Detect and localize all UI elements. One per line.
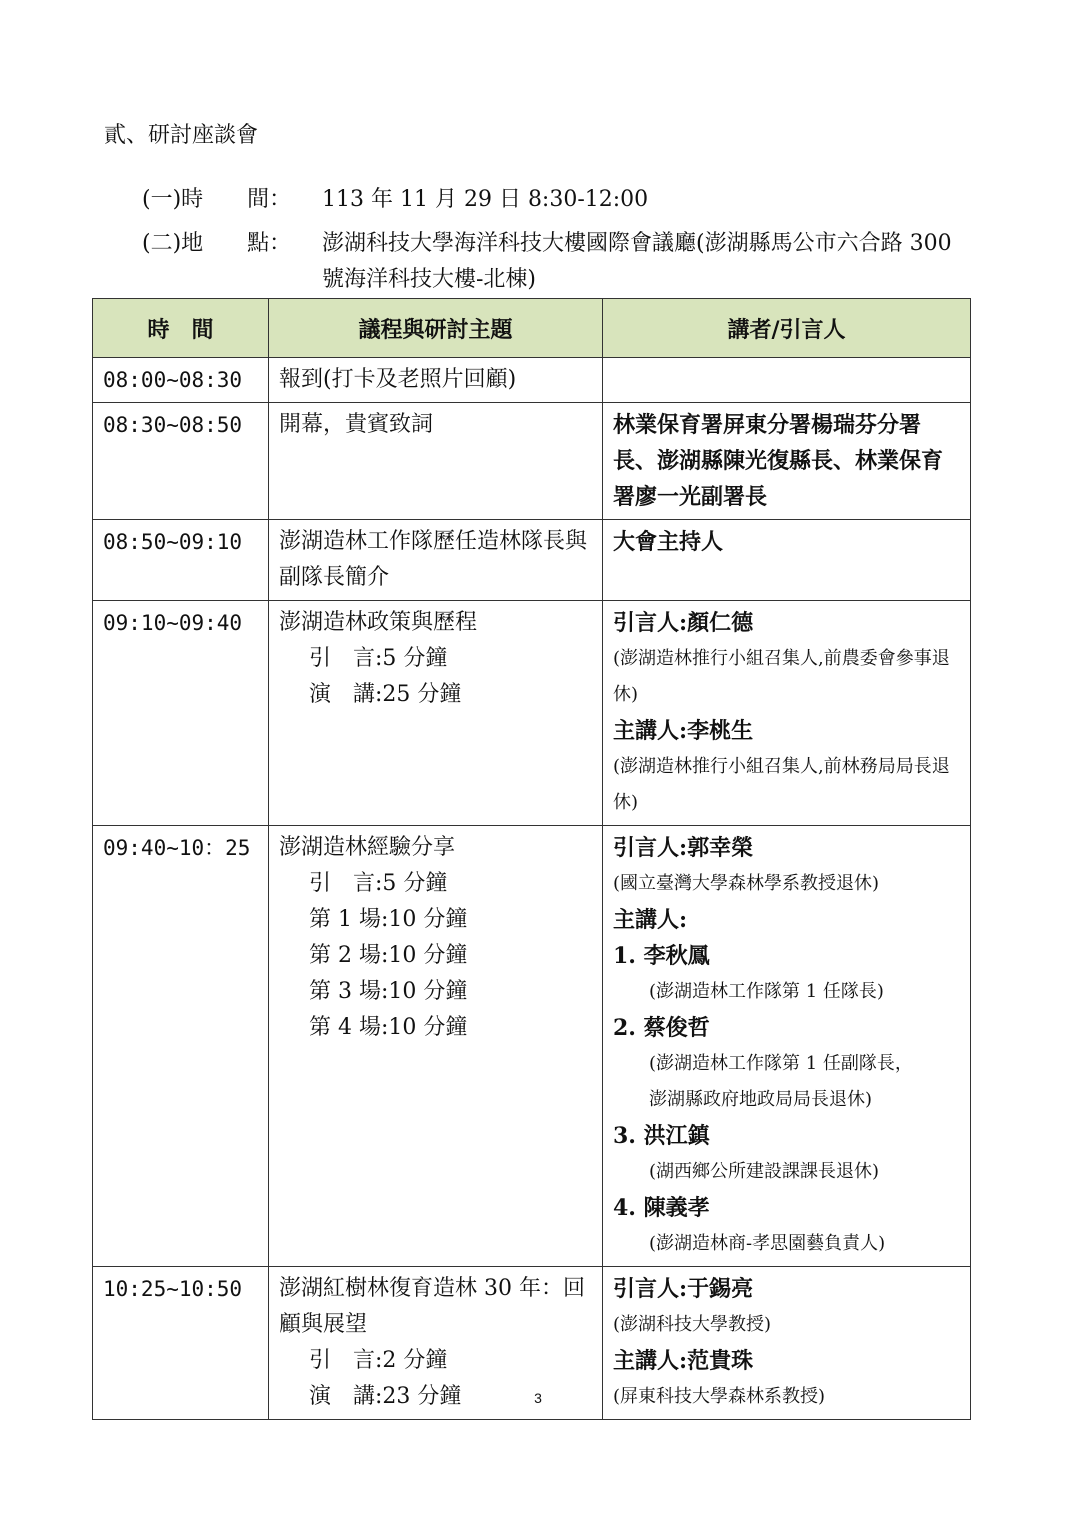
table-row	[93, 358, 971, 403]
topic-title: 澎湖造林經驗分享	[279, 835, 456, 860]
topic-cell	[269, 520, 603, 601]
speaker-name: 主講人:	[613, 907, 688, 933]
time-label: (一)時 間：	[142, 187, 292, 212]
table-header-row	[93, 299, 971, 358]
topic-cell	[269, 358, 603, 403]
table-row	[93, 520, 971, 601]
agenda-table	[92, 298, 971, 1420]
speakers-cell	[603, 358, 971, 403]
speaker-affiliation: (澎湖造林商-孝思園藝負責人)	[649, 1233, 886, 1254]
time-cell: 10:25~10:50	[93, 1267, 269, 1420]
speaker-name: 引言人:于錫亮	[613, 1276, 754, 1302]
time-info	[142, 182, 648, 218]
time-cell: 09:40~10：25	[93, 826, 269, 1267]
topic-detail: 第 2 場:10 分鐘	[309, 943, 468, 968]
speaker-name: 引言人:顏仁德	[613, 610, 754, 636]
speaker-name: 主講人:李桃生	[613, 718, 754, 744]
topic-title: 澎湖造林工作隊歷任造林隊長與副隊長簡介	[279, 529, 588, 590]
topic-cell	[269, 403, 603, 520]
topic-title: 澎湖造林政策與歷程	[279, 610, 478, 635]
time-cell: 08:00~08:30	[93, 358, 269, 403]
section-heading: 貳、研討座談會	[104, 123, 259, 148]
speaker-affiliation: (湖西鄉公所建設課課長退休)	[649, 1161, 880, 1182]
speakers-cell	[603, 403, 971, 520]
speaker-name: 引言人:郭幸榮	[613, 835, 754, 861]
speakers-cell	[603, 826, 971, 1267]
time-cell: 08:30~08:50	[93, 403, 269, 520]
speaker-affiliation: (澎湖造林工作隊第 1 任副隊長，	[649, 1053, 913, 1074]
topic-detail: 第 4 場:10 分鐘	[309, 1015, 468, 1040]
speaker-affiliation: (澎湖造林工作隊第 1 任隊長)	[649, 981, 884, 1002]
speaker-affiliation: (屏東科技大學森林系教授)	[613, 1386, 826, 1407]
speaker-affiliation: (澎湖造林推行小組召集人,前林務局局長退休)	[613, 756, 950, 813]
speaker-affiliation: 澎湖縣政府地政局局長退休)	[649, 1089, 873, 1110]
topic-title: 開幕，貴賓致詞	[279, 412, 434, 437]
speaker-name: 4. 陳義孝	[613, 1195, 710, 1221]
table-row	[93, 826, 971, 1267]
table-row	[93, 601, 971, 826]
speaker-name: 1. 李秋鳳	[613, 943, 710, 969]
speaker-name: 林業保育署屏東分署楊瑞芬分署長、澎湖縣陳光復縣長、林業保育署廖一光副署長	[613, 412, 944, 510]
speakers-cell	[603, 520, 971, 601]
topic-detail: 第 1 場:10 分鐘	[309, 907, 468, 932]
topic-cell	[269, 601, 603, 826]
topic-detail: 引 言:2 分鐘	[309, 1348, 448, 1373]
time-cell: 09:10~09:40	[93, 601, 269, 826]
topic-detail: 引 言:5 分鐘	[309, 871, 448, 896]
speaker-name: 大會主持人	[613, 529, 724, 555]
topic-cell	[269, 826, 603, 1267]
header-topic: 議程與研討主題	[269, 299, 603, 358]
header-time: 時 間	[93, 299, 269, 358]
time-value: 113 年 11 月 29 日 8:30-12:00	[322, 187, 649, 212]
place-value: 澎湖科技大學海洋科技大樓國際會議廳(澎湖縣馬公市六合路 300 號海洋科技大樓-北棟)	[322, 231, 952, 292]
speaker-affiliation: (國立臺灣大學森林學系教授退休)	[613, 873, 880, 894]
speaker-name: 主講人:范貴珠	[613, 1348, 754, 1374]
speakers-cell	[603, 601, 971, 826]
topic-title: 澎湖紅樹林復育造林 30 年：回顧與展望	[279, 1276, 585, 1337]
page-number: 3	[534, 1390, 542, 1406]
speaker-affiliation: (澎湖科技大學教授)	[613, 1314, 772, 1335]
place-label: (二)地 點：	[142, 231, 292, 256]
time-cell: 08:50~09:10	[93, 520, 269, 601]
speaker-name: 2. 蔡俊哲	[613, 1015, 710, 1041]
topic-detail: 第 3 場:10 分鐘	[309, 979, 468, 1004]
table-body	[93, 358, 971, 1420]
topic-detail: 引 言:5 分鐘	[309, 646, 448, 671]
header-speakers: 講者/引言人	[603, 299, 971, 358]
topic-title: 報到(打卡及老照片回顧)	[279, 367, 517, 392]
topic-detail: 演 講:25 分鐘	[309, 682, 462, 707]
speaker-name: 3. 洪江鎮	[613, 1123, 710, 1149]
table-row	[93, 403, 971, 520]
topic-detail: 演 講:23 分鐘	[309, 1384, 462, 1409]
speaker-affiliation: (澎湖造林推行小組召集人,前農委會參事退休)	[613, 648, 950, 705]
